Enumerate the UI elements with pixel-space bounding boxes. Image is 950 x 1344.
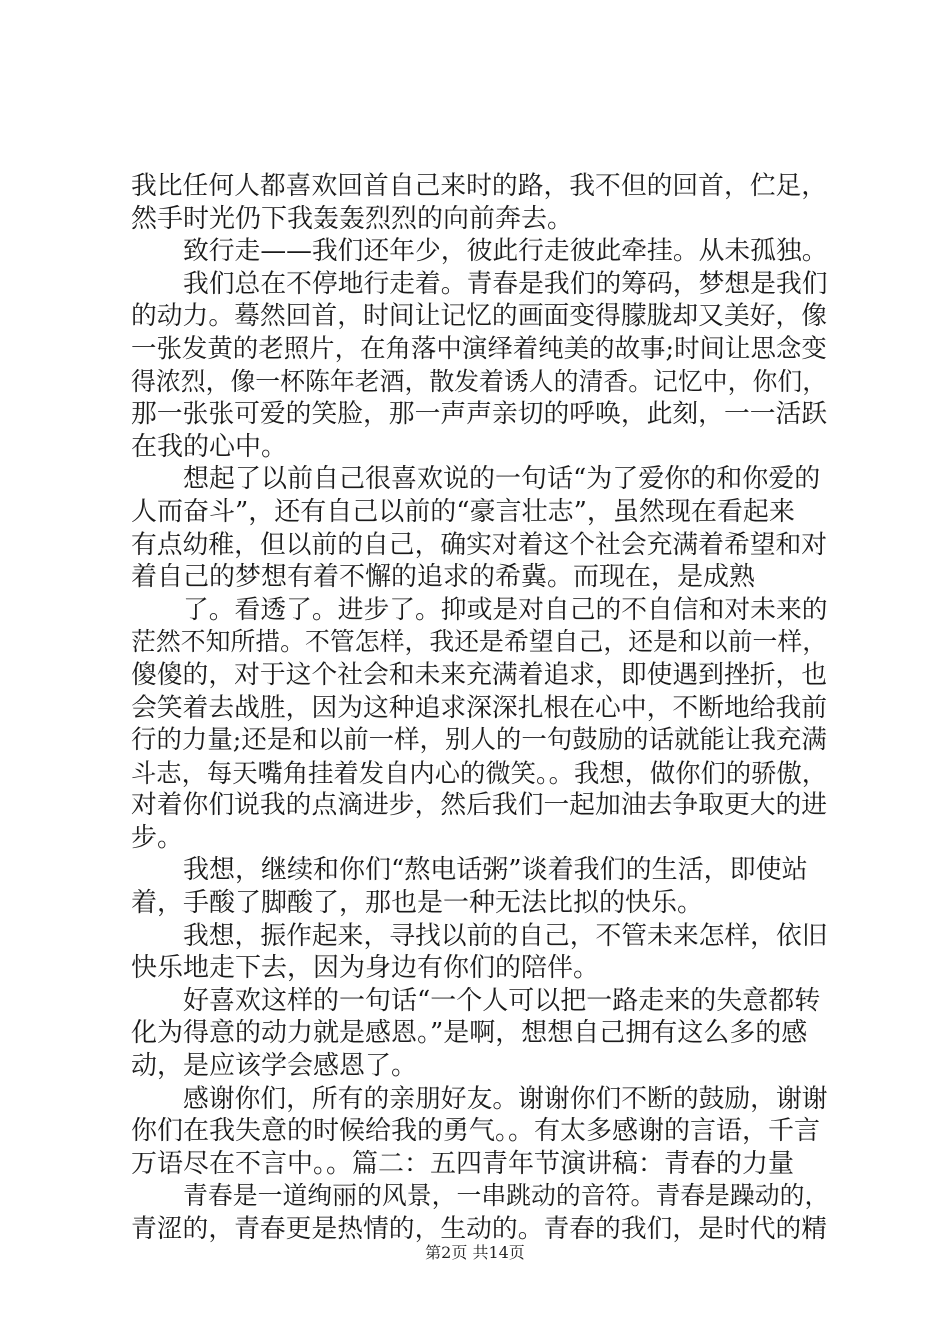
- text-line: 的动力。蓦然回首，时间让记忆的画面变得朦胧却又美好，像: [131, 301, 828, 332]
- text-line: 着自己的梦想有着不懈的追求的希冀。而现在，是成熟: [131, 562, 756, 593]
- text-line: 然手时光仍下我轰轰烈烈的向前奔去。: [131, 203, 574, 234]
- text-line: 步。: [131, 822, 184, 853]
- text-line: 茫然不知所措。不管怎样，我还是希望自己，还是和以前一样，: [131, 627, 828, 657]
- text-line: 快乐地走下去，因为身边有你们的陪伴。: [131, 953, 600, 984]
- text-line: 动，是应该学会感恩了。: [131, 1051, 418, 1082]
- text-line: 你们在我失意的时候给我的勇气。。有太多感谢的言语，千言: [131, 1116, 821, 1147]
- text-line: 化为得意的动力就是感恩。”是啊，想想自己拥有这么多的感: [131, 1018, 808, 1049]
- text-line: 万语尽在不言中。。篇二：五四青年节演讲稿：青春的力量: [131, 1148, 795, 1179]
- body-text: [131, 170, 831, 1246]
- text-line: 了。看透了。进步了。抑或是对自己的不自信和对未来的: [183, 594, 828, 625]
- text-line: 我们总在不停地行走着。青春是我们的筹码，梦想是我们: [183, 268, 828, 299]
- text-line: 想起了以前自己很喜欢说的一句话“为了爱你的和你爱的: [183, 464, 821, 495]
- text-line: 着，手酸了脚酸了，那也是一种无法比拟的快乐。: [131, 888, 704, 919]
- text-line: 一张发黄的老照片，在角落中演绎着纯美的故事;时间让思念变: [131, 333, 827, 364]
- text-line: 斗志，每天嘴角挂着发自内心的微笑。。我想，做你们的骄傲，: [131, 757, 828, 788]
- text-line: 人而奋斗”，还有自己以前的“豪言壮志”，虽然现在看起来: [131, 496, 795, 527]
- text-line: 致行走——我们还年少，彼此行走彼此牵挂。从未孤独。: [183, 236, 828, 267]
- text-line: 在我的心中。: [131, 431, 288, 462]
- text-line: 对着你们说我的点滴进步，然后我们一起加油去争取更大的进: [131, 790, 828, 821]
- text-line: 我想，振作起来，寻找以前的自己，不管未来怎样，依旧: [183, 920, 828, 951]
- text-line: 青涩的，青春更是热情的，生动的。青春的我们，是时代的精: [131, 1214, 828, 1244]
- text-line: 有点幼稚，但以前的自己，确实对着这个社会充满着希望和对: [131, 529, 828, 560]
- text-line: 行的力量;还是和以前一样，别人的一句鼓励的话就能让我充满: [131, 725, 827, 756]
- page-footer: 第2页 共14页: [425, 1243, 525, 1262]
- text-line: 我比任何人都喜欢回首自己来时的路，我不但的回首，伫足，: [131, 171, 828, 201]
- text-line: 好喜欢这样的一句话“一个人可以把一路走来的失意都转: [183, 985, 821, 1016]
- text-line: 那一张张可爱的笑脸，那一声声亲切的呼唤，此刻，一一活跃: [131, 399, 828, 430]
- text-line: 我想，继续和你们“熬电话粥”谈着我们的生活，即使站: [183, 855, 808, 886]
- text-line: 得浓烈，像一杯陈年老酒，散发着诱人的清香。记忆中，你们，: [131, 366, 828, 396]
- text-line: 感谢你们，所有的亲朋好友。谢谢你们不断的鼓励，谢谢: [183, 1083, 828, 1114]
- text-line: 会笑着去战胜，因为这种追求深深扎根在心中，不断地给我前: [131, 692, 828, 723]
- text-line: 傻傻的，对于这个社会和未来充满着追求，即使遇到挫折，也: [131, 659, 828, 690]
- text-line: 青春是一道绚丽的风景，一串跳动的音符。青春是躁动的，: [183, 1181, 830, 1211]
